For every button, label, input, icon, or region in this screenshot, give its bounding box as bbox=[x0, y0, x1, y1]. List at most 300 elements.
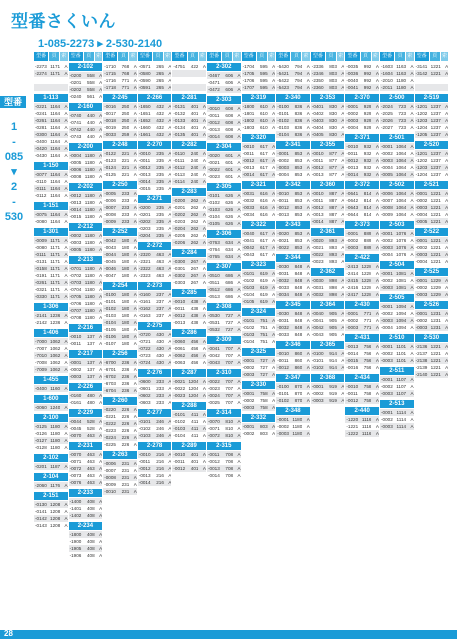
page-cell: 836 bbox=[294, 132, 303, 137]
index-cell: A bbox=[375, 165, 379, 170]
page-cell: 1164 bbox=[50, 111, 61, 116]
index-cell: A bbox=[168, 299, 172, 304]
index-cell: A bbox=[133, 252, 137, 257]
page-cell: 1171 bbox=[50, 238, 61, 243]
page-cell: 1204 bbox=[188, 393, 199, 398]
table-row bbox=[138, 458, 172, 465]
part-number-cell: -0003 bbox=[415, 325, 428, 330]
part-number-cell bbox=[34, 77, 50, 84]
table-row bbox=[103, 124, 137, 131]
index-cell: A bbox=[306, 318, 310, 323]
part-number-cell: -0013 bbox=[208, 466, 220, 471]
index-cell: A bbox=[445, 278, 449, 283]
page-cell: 1180 bbox=[292, 417, 303, 422]
series-block bbox=[276, 374, 310, 404]
index-cell: A bbox=[375, 245, 379, 250]
page-cell: 626 bbox=[225, 193, 234, 198]
part-number-cell: -0591 bbox=[138, 85, 151, 90]
table-row bbox=[345, 211, 379, 218]
part-number-cell: -0007 bbox=[104, 468, 116, 473]
index-cell: A bbox=[168, 313, 172, 318]
index-cell: A bbox=[202, 259, 206, 264]
part-number-cell: -0103 bbox=[104, 313, 116, 318]
page-cell: 905 bbox=[329, 332, 337, 337]
part-number-cell: -0642 bbox=[346, 198, 359, 203]
table-row bbox=[207, 246, 241, 253]
part-number-cell: -0102 bbox=[277, 118, 289, 123]
series-block bbox=[207, 263, 241, 300]
page-cell: 137 bbox=[87, 341, 95, 346]
table-row bbox=[69, 425, 103, 432]
page-cell: 686 bbox=[225, 280, 234, 285]
part-number-cell: -0741 bbox=[69, 120, 82, 125]
index-cell: A bbox=[272, 238, 276, 243]
part-number-cell: -0012 bbox=[311, 205, 324, 210]
index-cell: A bbox=[341, 125, 345, 130]
page-cell: 870 bbox=[294, 384, 303, 389]
index-cell: A bbox=[272, 332, 276, 337]
series-block bbox=[345, 181, 379, 218]
table-row bbox=[380, 143, 414, 150]
part-number-cell: -0012 bbox=[277, 365, 289, 370]
index-cell: A bbox=[410, 71, 414, 76]
index-cell: A bbox=[341, 212, 345, 217]
index-cell: A bbox=[237, 221, 241, 226]
part-number-cell: -0013 bbox=[311, 172, 324, 177]
part-number-cell: -0043 bbox=[311, 332, 324, 337]
index-cell: A bbox=[237, 327, 241, 332]
table-row bbox=[69, 545, 103, 552]
page-cell: 617 bbox=[260, 252, 268, 257]
page-cell: 1236 bbox=[50, 320, 61, 325]
index-cell: A bbox=[272, 118, 276, 123]
index-cell: A bbox=[375, 151, 379, 156]
page-cell: 1164 bbox=[50, 118, 61, 123]
page-cell: 794 bbox=[294, 78, 303, 83]
part-number-cell: -0011 bbox=[208, 113, 220, 118]
page-cell: 814 bbox=[363, 198, 372, 203]
column-header-cell: 索 bbox=[268, 53, 274, 59]
index-cell: A bbox=[99, 480, 103, 485]
page-cell: 794 bbox=[294, 85, 303, 90]
page-cell: 853 bbox=[294, 231, 303, 236]
index-cell: A bbox=[237, 247, 241, 252]
table-row bbox=[138, 258, 172, 265]
index-cell: A bbox=[272, 299, 276, 304]
part-number-cell: -0003 bbox=[381, 158, 393, 163]
index-cell: A bbox=[202, 339, 206, 344]
table-row bbox=[415, 204, 449, 211]
page-cell: 1180 bbox=[84, 214, 95, 219]
series-header: 2-321 bbox=[242, 181, 276, 189]
index-cell: A bbox=[64, 313, 68, 318]
table-row bbox=[242, 390, 276, 397]
part-number-cell: -0014 bbox=[208, 473, 220, 478]
table-row bbox=[69, 166, 103, 173]
column-header-cell: 索 bbox=[303, 53, 309, 59]
series-header: 2-355 bbox=[311, 141, 345, 149]
table-row bbox=[276, 284, 310, 291]
part-number-cell: -0009 bbox=[104, 482, 116, 487]
part-number-cell: -0001 bbox=[381, 344, 393, 349]
table-row bbox=[34, 178, 68, 185]
part-number-cell: -7008 bbox=[35, 360, 47, 365]
table-row bbox=[380, 343, 414, 350]
part-number-cell: -0641 bbox=[346, 191, 359, 196]
series-block bbox=[172, 289, 206, 326]
part-number-cell: -0011 bbox=[346, 151, 358, 156]
page-cell: 1064 bbox=[396, 212, 407, 217]
page-cell: 617 bbox=[260, 245, 268, 250]
series-block bbox=[103, 350, 137, 394]
series-header: 2-364 bbox=[311, 301, 345, 309]
series-block bbox=[207, 230, 241, 260]
series-block bbox=[276, 341, 310, 371]
page-cell: 707 bbox=[225, 346, 234, 351]
page-cell: 233 bbox=[156, 386, 164, 391]
series-header: 2-216 bbox=[69, 324, 103, 332]
part-number-cell: -0004 bbox=[346, 125, 359, 130]
page-cell: 708 bbox=[225, 473, 234, 478]
index-cell: A bbox=[445, 372, 449, 377]
page-cell: 810 bbox=[225, 433, 234, 438]
part-number-cell: -2060 bbox=[35, 483, 47, 488]
part-number-index-table bbox=[34, 52, 450, 627]
index-cell: A bbox=[133, 71, 137, 76]
part-number-cell: -0019 bbox=[104, 125, 116, 130]
table-row bbox=[345, 291, 379, 298]
series-block bbox=[415, 228, 449, 265]
index-cell: A bbox=[202, 379, 206, 384]
part-number-cell: -0033 bbox=[277, 285, 289, 290]
index-cell: A bbox=[168, 459, 172, 464]
part-number-cell: -0122 bbox=[104, 151, 116, 156]
part-number-cell: -0005 bbox=[69, 247, 82, 252]
part-number-cell: -0012 bbox=[138, 466, 151, 471]
table-row bbox=[207, 133, 241, 140]
page-cell: 887 bbox=[329, 198, 337, 203]
page-cell: 708 bbox=[225, 466, 234, 471]
table-row bbox=[380, 310, 414, 317]
table-row bbox=[207, 86, 241, 93]
part-number-cell: -0012 bbox=[346, 398, 359, 403]
index-cell: A bbox=[410, 417, 414, 422]
part-number-cell: -0003 bbox=[242, 405, 255, 410]
table-row bbox=[138, 432, 172, 439]
index-cell: A bbox=[99, 360, 103, 365]
part-number-cell: -0014 bbox=[346, 172, 359, 177]
series-block bbox=[172, 94, 206, 138]
table-row bbox=[34, 117, 68, 124]
part-number-cell: -0062 bbox=[173, 353, 186, 358]
series-header: 2-521 bbox=[415, 181, 449, 189]
part-number-cell: -0041 bbox=[311, 318, 324, 323]
part-number-cell: -0047 bbox=[104, 273, 116, 278]
page-cell: 180 bbox=[121, 273, 130, 278]
part-number-cell: -0031 bbox=[277, 271, 289, 276]
page-cell: 708 bbox=[225, 452, 234, 457]
page-cell: 626 bbox=[225, 214, 234, 219]
page-cell: 1094 bbox=[396, 311, 407, 316]
table-row bbox=[103, 84, 137, 91]
series-header: 2-256 bbox=[103, 350, 137, 358]
series-block bbox=[242, 308, 276, 345]
page-cell: 1164 bbox=[50, 139, 61, 144]
table-row bbox=[34, 279, 68, 286]
table-row bbox=[172, 171, 206, 178]
part-number-cell: -0743 bbox=[69, 134, 82, 139]
page-cell: 905 bbox=[329, 311, 337, 316]
page-cell bbox=[431, 84, 441, 91]
index-cell bbox=[198, 84, 206, 91]
table-row bbox=[380, 284, 414, 291]
part-number-cell: -0160 bbox=[138, 292, 151, 297]
page-cell: 708 bbox=[225, 459, 234, 464]
index-cell: A bbox=[445, 165, 449, 170]
page-cell: 929 bbox=[363, 104, 372, 109]
part-number-cell: -0075 bbox=[35, 212, 47, 217]
page-cell: 240 bbox=[190, 158, 199, 163]
index-cell: A bbox=[168, 346, 172, 351]
part-number-cell: -0023 bbox=[208, 174, 220, 179]
page-cell: 610 bbox=[260, 111, 268, 116]
part-number-cell: -0472 bbox=[208, 87, 220, 92]
page-cell: 686 bbox=[225, 294, 234, 299]
index-cell: A bbox=[168, 172, 172, 177]
page-cell: 401 bbox=[190, 125, 199, 130]
page-title: 型番さくいん bbox=[11, 12, 116, 31]
page-cell: 1101 bbox=[396, 344, 407, 349]
index-cell: A bbox=[306, 118, 310, 123]
index-cell: A bbox=[202, 226, 206, 231]
table-row bbox=[172, 204, 206, 211]
part-number-cell: -0001 bbox=[311, 384, 324, 389]
table-row bbox=[415, 244, 449, 251]
series-header: 2-340 bbox=[276, 94, 310, 102]
table-row bbox=[103, 441, 137, 448]
page-cell: 180 bbox=[121, 245, 130, 250]
index-cell: A bbox=[168, 104, 172, 109]
page-cell: 810 bbox=[225, 426, 234, 431]
table-row bbox=[69, 505, 103, 512]
table-row bbox=[103, 488, 137, 495]
index-cell: A bbox=[272, 405, 276, 410]
index-cell: A bbox=[133, 442, 137, 447]
page-cell: 723 bbox=[398, 111, 407, 116]
index-cell: A bbox=[445, 111, 449, 116]
series-block bbox=[242, 261, 276, 305]
series-header: 2-302 bbox=[207, 63, 241, 71]
series-block bbox=[69, 183, 103, 220]
table-row bbox=[103, 157, 137, 164]
part-number-cell: -0200 bbox=[173, 198, 186, 203]
index-cell: A bbox=[341, 311, 345, 316]
series-header: 2-277 bbox=[138, 409, 172, 417]
page-cell: 180 bbox=[121, 313, 130, 318]
page-cell: 919 bbox=[329, 398, 337, 403]
page-cell: 408 bbox=[87, 546, 95, 551]
index-cell: A bbox=[410, 231, 414, 236]
part-number-cell: -1906 bbox=[69, 553, 82, 558]
part-number-cell: -0005 bbox=[381, 172, 393, 177]
series-header: 1-150 bbox=[34, 162, 68, 170]
part-number-cell: -0102 bbox=[208, 200, 220, 205]
part-number-cell: -0101 bbox=[242, 318, 255, 323]
index-cell: A bbox=[202, 353, 206, 358]
index-cell: A bbox=[133, 205, 137, 210]
table-row bbox=[345, 324, 379, 331]
table-row bbox=[242, 190, 276, 197]
part-number-cell: -0021 bbox=[311, 245, 324, 250]
table-row bbox=[69, 432, 103, 439]
series-block bbox=[311, 141, 345, 178]
part-number-cell: -5421 bbox=[277, 71, 289, 76]
table-row bbox=[311, 357, 345, 364]
index-cell: A bbox=[168, 233, 172, 238]
side-range-part: 1 bbox=[10, 121, 18, 133]
page-cell: 1180 bbox=[396, 85, 407, 90]
index-cell: A bbox=[306, 398, 310, 403]
table-row bbox=[380, 383, 414, 390]
page-cell: 1076 bbox=[396, 238, 407, 243]
page-cell: 992 bbox=[363, 85, 372, 90]
series-block bbox=[207, 63, 241, 93]
page-cell: 233 bbox=[121, 191, 130, 196]
index-cell: A bbox=[64, 259, 68, 264]
series-header: 1-301 bbox=[34, 228, 68, 236]
index-cell: A bbox=[237, 134, 241, 139]
table-row bbox=[138, 232, 172, 239]
table-row bbox=[276, 211, 310, 218]
table-row bbox=[34, 345, 68, 352]
table-row bbox=[138, 84, 172, 91]
part-number-cell: -0001 bbox=[381, 410, 393, 415]
part-number-cell: -0060 bbox=[35, 405, 47, 410]
part-number-cell: -0281 bbox=[35, 125, 47, 130]
series-header: 2-200 bbox=[69, 143, 103, 151]
table-row bbox=[172, 359, 206, 366]
table-row bbox=[345, 284, 379, 291]
page-cell: 137 bbox=[87, 360, 95, 365]
table-row bbox=[276, 390, 310, 397]
index-cell: A bbox=[133, 191, 137, 196]
table-row bbox=[276, 164, 310, 171]
index-cell: A bbox=[410, 198, 414, 203]
part-number-cell bbox=[172, 84, 188, 91]
page-cell: 1114 bbox=[396, 410, 407, 415]
part-number-cell: -0010 bbox=[277, 351, 289, 356]
table-row bbox=[207, 352, 241, 359]
page-cell: 235 bbox=[156, 212, 164, 217]
table-row bbox=[415, 171, 449, 178]
page-cell: 1062 bbox=[50, 360, 61, 365]
index-cell: A bbox=[64, 509, 68, 514]
series-block bbox=[34, 228, 68, 300]
page-cell: 1180 bbox=[50, 431, 61, 436]
page-cell: 1228 bbox=[361, 285, 372, 290]
part-number-cell: -1202 bbox=[415, 111, 428, 116]
column-header-cell: 頁 bbox=[395, 52, 405, 61]
column-header-cell: 索 bbox=[338, 53, 344, 59]
part-number-cell: -0021 bbox=[277, 238, 289, 243]
index-cell: A bbox=[202, 158, 206, 163]
series-header: 2-231 bbox=[69, 442, 103, 450]
index-cell: A bbox=[133, 306, 137, 311]
page-cell: 771 bbox=[363, 311, 372, 316]
index-cell: A bbox=[445, 125, 449, 130]
page-cell: 1204 bbox=[188, 379, 199, 384]
table-row bbox=[138, 124, 172, 131]
table-row bbox=[103, 413, 137, 420]
part-number-cell: -2323 bbox=[138, 273, 151, 278]
page-cell: 558 bbox=[87, 80, 95, 85]
column-header bbox=[345, 52, 379, 61]
page-cell: 463 bbox=[87, 480, 95, 485]
part-number-cell: -2140 bbox=[415, 372, 428, 377]
part-number-cell: -0010 bbox=[69, 334, 82, 339]
table-row bbox=[69, 314, 103, 321]
table-row bbox=[34, 338, 68, 345]
part-number-cell: -2413 bbox=[346, 264, 359, 269]
part-number-cell: -0003 bbox=[415, 252, 428, 257]
index-cell: A bbox=[99, 513, 103, 518]
index-cell: A bbox=[202, 346, 206, 351]
index-cell: A bbox=[168, 78, 172, 83]
table-row bbox=[380, 171, 414, 178]
page-cell: 893 bbox=[329, 238, 337, 243]
page-cell: 231 bbox=[121, 482, 130, 487]
index-cell: A bbox=[306, 78, 310, 83]
part-number-cell: -0002 bbox=[346, 111, 359, 116]
index-cell: A bbox=[64, 294, 68, 299]
index-cell: A bbox=[272, 252, 276, 257]
part-number-cell: -0132 bbox=[173, 111, 186, 116]
table-row bbox=[276, 291, 310, 298]
series-block bbox=[69, 223, 103, 253]
table-row bbox=[276, 131, 310, 138]
index-cell: A bbox=[445, 365, 449, 370]
part-number-cell: -0471 bbox=[208, 80, 220, 85]
table-row bbox=[345, 63, 379, 70]
table-row bbox=[242, 237, 276, 244]
part-number-cell: -0002 bbox=[242, 431, 255, 436]
part-number-cell: -0042 bbox=[104, 238, 116, 243]
page-cell: 836 bbox=[294, 118, 303, 123]
column-header-cell: 型番 bbox=[311, 52, 325, 61]
part-number-cell: -0006 bbox=[69, 167, 82, 172]
table-row bbox=[415, 324, 449, 331]
page-cell: 1171 bbox=[50, 252, 61, 257]
index-cell: A bbox=[306, 172, 310, 177]
page-cell: 1180 bbox=[50, 424, 61, 429]
table-row bbox=[311, 150, 345, 157]
index-cell: A bbox=[202, 360, 206, 365]
index-cell: A bbox=[410, 172, 414, 177]
page-cell: 610 bbox=[260, 125, 268, 130]
index-cell: A bbox=[133, 360, 137, 365]
table-row bbox=[207, 105, 241, 112]
table-row bbox=[242, 324, 276, 331]
index-cell: A bbox=[410, 271, 414, 276]
table-row bbox=[172, 305, 206, 312]
table-row bbox=[207, 359, 241, 366]
part-number-cell: -0221 bbox=[35, 104, 47, 109]
page-cell: 1064 bbox=[396, 158, 407, 163]
index-cell: A bbox=[306, 391, 310, 396]
page-cell: 235 bbox=[156, 165, 164, 170]
table-row bbox=[207, 432, 241, 439]
table-row bbox=[34, 138, 68, 145]
